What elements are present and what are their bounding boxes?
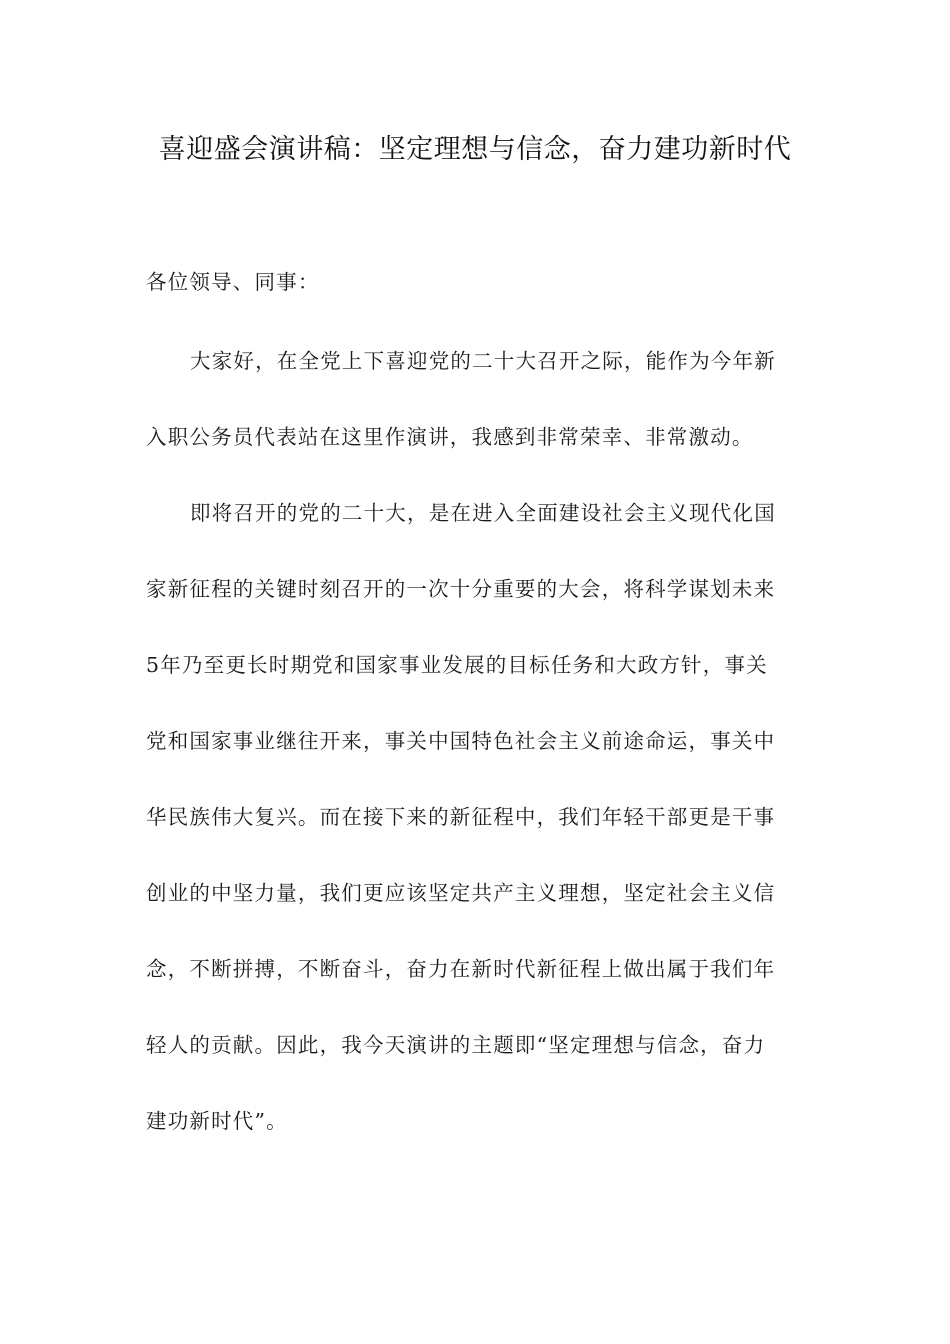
document-title: 喜迎盛会演讲稿：坚定理想与信念，奋力建功新时代 [158,134,792,165]
paragraph-line: 党和国家事业继往开来，事关中国特色社会主义前途命运，事关中 [146,729,776,753]
paragraph-line: 5年乃至更长时期党和国家事业发展的目标任务和大政方针，事关 [146,653,768,677]
paragraph-line: 即将召开的党的二十大，是在进入全面建设社会主义现代化国 [190,501,776,525]
paragraph-2 [146,494,798,1141]
greeting-line: 各位领导、同事： [146,270,320,294]
paragraph-line: 轻人的贡献。因此，我今天演讲的主题即“坚定理想与信念，奋力 [146,1033,766,1057]
paragraph-line: 家新征程的关键时刻召开的一次十分重要的大会，将科学谋划未来 [146,577,776,601]
paragraph-line: 入职公务员代表站在这里作演讲，我感到非常荣幸、非常激动。 [146,425,754,449]
paragraph-line: 华民族伟大复兴。而在接下来的新征程中，我们年轻干部更是干事 [146,805,776,829]
paragraph-1 [146,342,798,457]
paragraph-line: 创业的中坚力量，我们更应该坚定共产主义理想，坚定社会主义信 [146,881,776,905]
paragraph-line: 大家好，在全党上下喜迎党的二十大召开之际，能作为今年新 [190,349,776,373]
paragraph-line: 念，不断拼搏，不断奋斗，奋力在新时代新征程上做出属于我们年 [146,957,776,981]
document-body [146,262,798,1178]
paragraph-line: 建功新时代”。 [146,1109,288,1133]
